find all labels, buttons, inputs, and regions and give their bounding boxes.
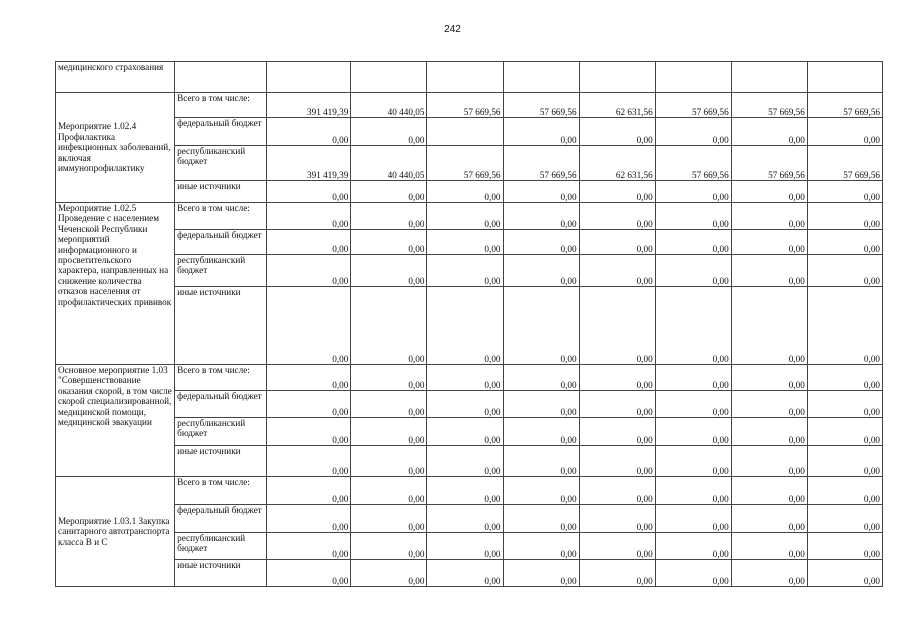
value-cell: 0,00 <box>503 477 579 505</box>
value-cell: 0,00 <box>731 533 807 560</box>
value-cell: 0,00 <box>267 365 351 391</box>
table-row <box>56 255 883 287</box>
value-cell: 0,00 <box>351 287 427 365</box>
value-cell: 0,00 <box>503 560 579 587</box>
value-cell: 0,00 <box>351 446 427 477</box>
value-cell: 0,00 <box>351 391 427 418</box>
value-cell: 0,00 <box>427 418 503 446</box>
funding-source-cell: республиканский бюджет <box>175 146 267 181</box>
table-row <box>56 62 883 93</box>
funding-source-cell: федеральный бюджет <box>175 391 267 418</box>
value-cell: 0,00 <box>655 287 731 365</box>
value-cell: 0,00 <box>807 505 882 533</box>
value-cell: 0,00 <box>427 391 503 418</box>
value-cell: 0,00 <box>503 203 579 230</box>
value-cell: 0,00 <box>807 203 882 230</box>
value-cell: 62 631,56 <box>579 146 655 181</box>
table-row <box>56 418 883 446</box>
value-cell: 0,00 <box>655 446 731 477</box>
table-row <box>56 446 883 477</box>
value-cell: 0,00 <box>503 181 579 203</box>
table-row <box>56 365 883 391</box>
value-cell: 0,00 <box>427 203 503 230</box>
value-cell: 0,00 <box>655 533 731 560</box>
value-cell: 0,00 <box>351 560 427 587</box>
value-cell: 0,00 <box>655 477 731 505</box>
value-cell: 0,00 <box>655 203 731 230</box>
value-cell: 0,00 <box>267 230 351 255</box>
value-cell: 0,00 <box>731 477 807 505</box>
value-cell: 57 669,56 <box>731 93 807 118</box>
value-cell: 0,00 <box>579 255 655 287</box>
value-cell: 0,00 <box>579 203 655 230</box>
value-cell: 0,00 <box>655 418 731 446</box>
value-cell: 0,00 <box>267 418 351 446</box>
value-cell: 0,00 <box>351 533 427 560</box>
value-cell: 391 419,39 <box>267 93 351 118</box>
activity-name-cell: Мероприятие 1.03.1 Закупка санитарного автотранспорта класса В и С <box>56 477 175 587</box>
value-cell <box>503 62 579 93</box>
activity-name-cell: Мероприятие 1.02.5 Проведение с населением Чеченской Республики мероприятий информационного и просветительского характера, направленных на снижение количества отказов населения от профилактических прививок <box>56 203 175 365</box>
value-cell: 0,00 <box>351 477 427 505</box>
value-cell: 0,00 <box>503 230 579 255</box>
value-cell: 391 419,39 <box>267 146 351 181</box>
table-row <box>56 391 883 418</box>
funding-source-cell: Всего в том числе: <box>175 93 267 118</box>
value-cell: 0,00 <box>267 181 351 203</box>
value-cell <box>267 62 351 93</box>
funding-source-cell: иные источники <box>175 560 267 587</box>
value-cell: 57 669,56 <box>655 146 731 181</box>
value-cell: 0,00 <box>267 255 351 287</box>
table-row <box>56 560 883 587</box>
funding-source-cell: иные источники <box>175 181 267 203</box>
value-cell: 0,00 <box>267 533 351 560</box>
funding-source-cell: Всего в том числе: <box>175 365 267 391</box>
value-cell: 57 669,56 <box>503 93 579 118</box>
table-row <box>56 93 883 118</box>
value-cell: 0,00 <box>731 287 807 365</box>
value-cell <box>427 118 503 146</box>
value-cell: 0,00 <box>807 560 882 587</box>
table-row <box>56 505 883 533</box>
value-cell: 0,00 <box>427 255 503 287</box>
value-cell <box>427 62 503 93</box>
funding-source-cell: Всего в том числе: <box>175 477 267 505</box>
value-cell: 0,00 <box>503 287 579 365</box>
value-cell: 0,00 <box>731 365 807 391</box>
value-cell: 57 669,56 <box>427 93 503 118</box>
value-cell <box>579 62 655 93</box>
value-cell: 0,00 <box>267 287 351 365</box>
funding-source-cell: иные источники <box>175 446 267 477</box>
value-cell: 0,00 <box>579 533 655 560</box>
value-cell: 0,00 <box>655 255 731 287</box>
value-cell: 0,00 <box>427 533 503 560</box>
value-cell: 0,00 <box>731 181 807 203</box>
value-cell: 0,00 <box>807 230 882 255</box>
value-cell: 0,00 <box>351 418 427 446</box>
value-cell: 0,00 <box>731 203 807 230</box>
value-cell: 0,00 <box>427 287 503 365</box>
activity-name-cell: Основное мероприятие 1.03 "Совершенствование оказания скорой, в том числе скорой специализированной, медицинской помощи, медицинской эвакуации <box>56 365 175 477</box>
value-cell: 0,00 <box>807 477 882 505</box>
funding-source-cell: республиканский бюджет <box>175 255 267 287</box>
value-cell: 0,00 <box>427 181 503 203</box>
value-cell: 0,00 <box>731 418 807 446</box>
table-row <box>56 118 883 146</box>
budget-table <box>55 61 883 587</box>
value-cell: 0,00 <box>579 287 655 365</box>
value-cell: 0,00 <box>731 505 807 533</box>
value-cell: 0,00 <box>267 505 351 533</box>
value-cell: 0,00 <box>267 391 351 418</box>
value-cell: 0,00 <box>731 230 807 255</box>
value-cell: 0,00 <box>807 255 882 287</box>
value-cell: 0,00 <box>807 418 882 446</box>
value-cell: 62 631,56 <box>579 93 655 118</box>
value-cell: 0,00 <box>503 365 579 391</box>
value-cell: 0,00 <box>579 446 655 477</box>
value-cell <box>655 62 731 93</box>
value-cell: 0,00 <box>731 446 807 477</box>
value-cell: 0,00 <box>579 181 655 203</box>
value-cell: 0,00 <box>579 505 655 533</box>
value-cell: 0,00 <box>503 446 579 477</box>
value-cell: 0,00 <box>351 255 427 287</box>
value-cell: 0,00 <box>579 391 655 418</box>
value-cell: 0,00 <box>267 560 351 587</box>
funding-source-cell: республиканский бюджет <box>175 418 267 446</box>
value-cell: 0,00 <box>427 560 503 587</box>
value-cell <box>807 62 882 93</box>
table-row <box>56 533 883 560</box>
value-cell: 57 669,56 <box>731 146 807 181</box>
value-cell: 0,00 <box>351 365 427 391</box>
value-cell: 0,00 <box>807 365 882 391</box>
value-cell: 40 440,05 <box>351 93 427 118</box>
value-cell: 0,00 <box>655 230 731 255</box>
value-cell: 0,00 <box>655 181 731 203</box>
activity-name-cell: медицинского страхования <box>56 62 175 93</box>
value-cell: 0,00 <box>351 505 427 533</box>
table-row <box>56 287 883 365</box>
value-cell: 0,00 <box>427 477 503 505</box>
funding-source-cell: республиканский бюджет <box>175 533 267 560</box>
value-cell: 0,00 <box>579 118 655 146</box>
table-row <box>56 146 883 181</box>
value-cell: 0,00 <box>351 203 427 230</box>
value-cell: 0,00 <box>579 418 655 446</box>
value-cell: 0,00 <box>267 477 351 505</box>
funding-source-cell: иные источники <box>175 287 267 365</box>
value-cell: 57 669,56 <box>655 93 731 118</box>
value-cell: 57 669,56 <box>807 146 882 181</box>
table-row <box>56 181 883 203</box>
value-cell: 0,00 <box>427 230 503 255</box>
value-cell: 0,00 <box>427 446 503 477</box>
source-cell <box>175 62 267 93</box>
value-cell: 0,00 <box>731 255 807 287</box>
funding-source-cell: федеральный бюджет <box>175 505 267 533</box>
value-cell: 0,00 <box>579 230 655 255</box>
value-cell: 0,00 <box>655 118 731 146</box>
value-cell: 40 440,05 <box>351 146 427 181</box>
value-cell: 0,00 <box>807 118 882 146</box>
value-cell: 0,00 <box>267 203 351 230</box>
value-cell: 0,00 <box>503 418 579 446</box>
value-cell: 0,00 <box>351 230 427 255</box>
value-cell: 0,00 <box>579 477 655 505</box>
value-cell: 0,00 <box>427 365 503 391</box>
value-cell: 57 669,56 <box>427 146 503 181</box>
value-cell: 0,00 <box>427 505 503 533</box>
value-cell: 0,00 <box>503 255 579 287</box>
page-number: 242 <box>444 24 461 35</box>
value-cell: 0,00 <box>267 446 351 477</box>
value-cell: 0,00 <box>807 287 882 365</box>
value-cell: 0,00 <box>503 533 579 560</box>
value-cell: 0,00 <box>807 533 882 560</box>
value-cell <box>731 62 807 93</box>
value-cell: 0,00 <box>503 505 579 533</box>
value-cell: 0,00 <box>655 560 731 587</box>
value-cell: 0,00 <box>731 118 807 146</box>
table-row <box>56 203 883 230</box>
value-cell: 57 669,56 <box>807 93 882 118</box>
value-cell: 0,00 <box>731 560 807 587</box>
value-cell: 0,00 <box>807 391 882 418</box>
value-cell: 0,00 <box>579 560 655 587</box>
table-row <box>56 230 883 255</box>
activity-name-cell: Мероприятие 1.02.4 Профилактика инфекционных заболеваний, включая иммунопрофилактику <box>56 93 175 203</box>
value-cell: 0,00 <box>807 446 882 477</box>
value-cell: 0,00 <box>503 118 579 146</box>
funding-source-cell: федеральный бюджет <box>175 230 267 255</box>
value-cell: 57 669,56 <box>503 146 579 181</box>
value-cell: 0,00 <box>731 391 807 418</box>
value-cell: 0,00 <box>351 118 427 146</box>
value-cell: 0,00 <box>655 505 731 533</box>
value-cell: 0,00 <box>579 365 655 391</box>
table-row <box>56 477 883 505</box>
value-cell: 0,00 <box>655 391 731 418</box>
funding-source-cell: Всего в том числе: <box>175 203 267 230</box>
value-cell <box>351 62 427 93</box>
value-cell: 0,00 <box>351 181 427 203</box>
value-cell: 0,00 <box>267 118 351 146</box>
value-cell: 0,00 <box>655 365 731 391</box>
value-cell: 0,00 <box>503 391 579 418</box>
funding-source-cell: федеральный бюджет <box>175 118 267 146</box>
value-cell: 0,00 <box>807 181 882 203</box>
